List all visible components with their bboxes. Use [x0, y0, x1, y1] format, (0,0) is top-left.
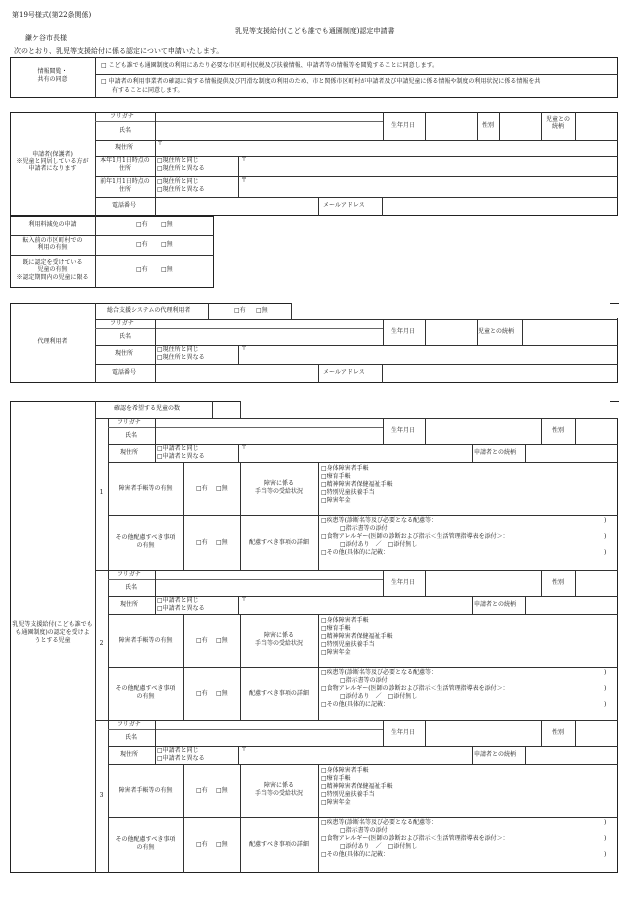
child-3-consider-item-2[interactable]: □指示書等の添付	[340, 827, 388, 834]
child-2-same-checkbox[interactable]: □申請者と同じ	[157, 597, 199, 604]
child-3-relation-label: 申請者との続柄	[474, 751, 517, 758]
child-2-name-label: 氏名	[125, 584, 138, 591]
applicant-phone-field[interactable]	[156, 198, 317, 215]
child-3-disability-yes[interactable]: □有	[196, 786, 208, 794]
child-3-consider-item-4[interactable]: □添付あり ／ □添付無し	[340, 843, 418, 850]
proxy-dob-field[interactable]	[426, 320, 476, 344]
form-number: 第19号様式(第22条関係)	[12, 11, 92, 19]
proxy-system-label: 総合支援システムの代理利用者	[107, 307, 191, 314]
proxy-name-label: 氏名	[119, 333, 132, 340]
children-label-2: も通園制度)の認定を受けよ	[15, 629, 90, 636]
child-3-postal[interactable]: 〒	[241, 746, 248, 753]
child-1-same-checkbox[interactable]: □申請者と同じ	[157, 445, 199, 452]
applicant-label-2: ※児童と同居している方が	[16, 158, 89, 165]
child-3-disability-status-label-1: 障害に係る	[263, 781, 294, 789]
child-2-number: 2	[99, 640, 104, 647]
applicant-relation-label-2: 続柄	[551, 123, 564, 130]
child-2-disability-status-label-1: 障害に係る	[263, 631, 294, 639]
child-2-other-label-2: の有無	[136, 692, 155, 700]
child-1-disability-item-5[interactable]: □障害年金	[321, 497, 351, 504]
child-1-relation-field[interactable]	[526, 445, 617, 461]
child-2-disability-item-3[interactable]: □精神障害者保健福祉手帳	[321, 633, 393, 640]
applicant-address-postal[interactable]: 〒	[157, 140, 164, 147]
child-1-close-paren-5: )	[604, 549, 607, 556]
proxy-email-field[interactable]	[383, 365, 617, 382]
child-3-name-field[interactable]	[156, 730, 382, 745]
child-2-disability-item-5[interactable]: □障害年金	[321, 649, 351, 656]
child-1-close-paren-3: )	[604, 533, 607, 540]
child-1-close-paren-1: )	[604, 517, 607, 524]
child-3-other-label-2: の有無	[136, 844, 155, 851]
child-2-dob-label: 生年月日	[391, 579, 416, 586]
child-3-dob-field[interactable]	[426, 721, 540, 745]
consent-item-1[interactable]: □ こども誰でも通園制度の利用にあたり必要な市区町村民税及び扶養情報、申請者等の情報等を閲覧することに同意します。	[101, 62, 439, 69]
child-3-other-label-1: その他配慮すべき事項	[115, 836, 176, 843]
child-1-name-label: 氏名	[125, 432, 138, 439]
fee-reduction-label: 利用料減免の申請	[28, 221, 77, 228]
child-1-consider-item-4[interactable]: □添付あり ／ □添付無し	[340, 541, 418, 548]
proxy-email-label: メールアドレス	[323, 369, 365, 376]
child-1-gender-label: 性別	[552, 427, 565, 434]
child-1-disability-item-2[interactable]: □療育手帳	[321, 473, 351, 480]
consent-item-2-line1[interactable]: □ 申請者の利用事業者の確認に資する情報提供及び円滑な制度の利用のため、市と関係市区町村が申請者及び申請児童に係る情報や制度の利用状況に係る情報を共	[101, 78, 541, 85]
applicant-name-field[interactable]	[156, 122, 382, 139]
intro-text: 次のとおり、乳児等支援給付に係る認定について申請いたします。	[14, 47, 224, 55]
child-3-consider-item-1[interactable]: □疾患等(診断名等及び必要となる配慮等：	[321, 819, 438, 826]
child-3-disability-item-5[interactable]: □障害年金	[321, 799, 351, 806]
proxy-label: 代理利用者	[37, 338, 68, 345]
child-3-number: 3	[99, 791, 104, 799]
child-2-consider-item-4[interactable]: □添付あり ／ □添付無し	[340, 693, 418, 700]
child-2-name-field[interactable]	[156, 580, 382, 595]
proxy-phone-field[interactable]	[156, 365, 317, 382]
child-1-consider-item-5[interactable]: □その他(具体的に記載：	[321, 549, 390, 556]
child-1-gender-field[interactable]	[576, 419, 617, 443]
child-2-consider-item-3[interactable]: □食物アレルギー(医師の診断および指示＜生活管理指導表を添付＞：	[321, 685, 509, 692]
child-1-disability-item-1[interactable]: □身体障害者手帳	[321, 465, 369, 472]
proxy-relation-field[interactable]	[523, 320, 617, 344]
child-1-address-label: 現住所	[120, 449, 139, 456]
applicant-furigana-label: フリガナ	[110, 113, 134, 120]
child-1-other-label-1: その他配慮すべき事項	[115, 533, 176, 541]
fee-reduction-no[interactable]: □無	[161, 221, 173, 228]
child-1-other-yes[interactable]: □有	[196, 538, 208, 546]
child-3-disability-item-1[interactable]: □身体障害者手帳	[321, 767, 369, 774]
child-1-disability-book-label: 障害者手帳等の有無	[118, 484, 173, 492]
child-3-disability-book-label: 障害者手帳等の有無	[118, 786, 173, 794]
child-3-close-paren-3: )	[604, 835, 607, 842]
prior-use-label-1: 転入前の市区町村での	[22, 237, 83, 244]
consent-label-2: 共有の同意	[37, 76, 68, 83]
prior-use-yes[interactable]: □有	[136, 241, 148, 248]
child-1-disability-yes[interactable]: □有	[196, 484, 208, 492]
proxy-relation-label: 児童との続柄	[478, 328, 515, 335]
proxy-address-label: 現住所	[115, 350, 134, 357]
child-2-close-paren-5: )	[604, 701, 607, 708]
child-1-name-field[interactable]	[156, 428, 382, 443]
child-1-relation-label: 申請者との続柄	[474, 449, 517, 456]
applicant-relation-field[interactable]	[576, 113, 617, 139]
applicant-gender-field[interactable]	[500, 113, 540, 139]
applicant-email-field[interactable]	[383, 198, 617, 215]
child-2-disability-item-1[interactable]: □身体障害者手帳	[321, 617, 369, 624]
child-3-dob-label: 生年月日	[391, 729, 416, 736]
child-3-disability-item-2[interactable]: □療育手帳	[321, 775, 351, 782]
applicant-relation-label-1: 児童との	[545, 116, 570, 123]
child-2-close-paren-3: )	[604, 685, 607, 692]
child-2-disability-yes[interactable]: □有	[196, 636, 208, 644]
applicant-jan-diff-checkbox[interactable]: □現住所と異なる	[157, 165, 205, 172]
proxy-same-checkbox[interactable]: □現住所と同じ	[157, 346, 199, 353]
child-2-other-label-1: その他配慮すべき事項	[115, 684, 176, 692]
child-2-gender-label: 性別	[552, 579, 565, 586]
child-2-dob-field[interactable]	[426, 571, 540, 595]
applicant-jan-label-1: 本年1月1日時点の	[100, 157, 150, 164]
child-2-consider-detail-label: 配慮すべき事項の詳細	[249, 689, 309, 697]
child-3-close-paren-5: )	[604, 851, 607, 858]
applicant-jan-postal[interactable]: 〒	[241, 156, 248, 163]
child-3-gender-label: 性別	[552, 729, 565, 736]
child-1-disability-item-4[interactable]: □特別児童扶養手当	[321, 489, 375, 496]
applicant-prev-label-2: 住所	[118, 186, 131, 193]
applicant-label-1: 申請者(保護者)	[32, 151, 73, 158]
child-2-disability-no[interactable]: □無	[216, 636, 228, 644]
child-1-other-no[interactable]: □無	[216, 538, 228, 546]
child-3-disability-item-3[interactable]: □精神障害者保健福祉手帳	[321, 783, 393, 790]
child-3-consider-item-3[interactable]: □食物アレルギー(医師の診断および指示＜生活管理指導表を添付＞：	[321, 835, 509, 842]
child-2-disability-book-label: 障害者手帳等の有無	[118, 636, 173, 644]
child-count-field[interactable]	[213, 402, 239, 417]
child-3-gender-field[interactable]	[576, 721, 617, 745]
child-3-same-checkbox[interactable]: □申請者と同じ	[157, 747, 199, 754]
child-3-relation-field[interactable]	[526, 747, 617, 763]
child-2-relation-label: 申請者との続柄	[474, 601, 517, 608]
child-3-disability-item-4[interactable]: □特別児童扶養手当	[321, 791, 375, 798]
proxy-phone-label: 電話番号	[112, 369, 137, 376]
child-2-consider-item-2[interactable]: □指示書等の添付	[340, 677, 388, 684]
certified-child-no[interactable]: □無	[161, 266, 173, 273]
child-3-close-paren-1: )	[604, 819, 607, 826]
children-label-3: うとする児童	[34, 637, 71, 644]
applicant-prev-label-1: 前年1月1日時点の	[100, 178, 150, 185]
child-3-furigana-label: フリガナ	[117, 721, 141, 728]
child-1-postal[interactable]: 〒	[241, 444, 248, 451]
applicant-prev-same-checkbox[interactable]: □現住所と同じ	[157, 178, 199, 185]
applicant-dob-field[interactable]	[426, 113, 476, 139]
child-2-address-label: 現住所	[120, 601, 139, 608]
child-3-other-no[interactable]: □無	[216, 841, 228, 848]
child-3-consider-detail-label: 配慮すべき事項の詳細	[249, 841, 309, 848]
child-1-disability-status-label-2: 手当等の受給状況	[254, 487, 303, 495]
applicant-label-3: 申請者になります	[28, 165, 77, 172]
applicant-jan-label-2: 住所	[118, 165, 131, 172]
child-2-disability-item-4[interactable]: □特別児童扶養手当	[321, 641, 375, 648]
child-3-disability-no[interactable]: □無	[216, 786, 228, 794]
child-1-disability-no[interactable]: □無	[216, 484, 228, 492]
applicant-prev-diff-checkbox[interactable]: □現住所と異なる	[157, 186, 205, 193]
applicant-name-label: 氏名	[119, 127, 132, 134]
child-2-close-paren-1: )	[604, 669, 607, 676]
child-2-furigana-label: フリガナ	[117, 571, 141, 578]
child-2-other-no[interactable]: □無	[216, 689, 228, 697]
child-1-furigana-label: フリガナ	[117, 419, 141, 426]
prior-use-no[interactable]: □無	[161, 241, 173, 248]
child-3-consider-item-5[interactable]: □その他(具体的に記載：	[321, 851, 390, 858]
child-1-consider-item-1[interactable]: □疾患等(診断名等及び必要となる配慮等：	[321, 517, 438, 524]
certified-child-label-1: 既に認定を受けている	[22, 259, 83, 266]
proxy-furigana-label: フリガナ	[110, 320, 134, 327]
child-1-disability-item-3[interactable]: □精神障害者保健福祉手帳	[321, 481, 393, 488]
child-1-consider-item-2[interactable]: □指示書等の添付	[340, 525, 388, 532]
child-3-other-yes[interactable]: □有	[196, 841, 208, 848]
child-1-number: 1	[99, 489, 104, 496]
certified-child-label-2: 児童の有無	[37, 266, 68, 273]
child-count-label: 確認を希望する児童の数	[114, 405, 181, 412]
certified-child-label-3: ※認定期間内の児童に限る	[16, 274, 89, 281]
fee-reduction-yes[interactable]: □有	[136, 221, 148, 228]
child-3-disability-status-label-2: 手当等の受給状況	[254, 789, 303, 797]
proxy-postal[interactable]: 〒	[241, 345, 248, 352]
child-1-disability-status-label-1: 障害に係る	[263, 479, 294, 487]
child-2-disability-item-2[interactable]: □療育手帳	[321, 625, 351, 632]
child-2-diff-checkbox[interactable]: □申請者と異なる	[157, 605, 205, 612]
proxy-system-no[interactable]: □無	[256, 307, 268, 314]
form-title: 乳児等支援給付(こども誰でも通園制度)認定申請書	[235, 27, 395, 35]
certified-child-yes[interactable]: □有	[136, 266, 148, 273]
applicant-email-label: メールアドレス	[323, 202, 365, 209]
proxy-system-yes[interactable]: □有	[234, 307, 246, 314]
child-2-postal[interactable]: 〒	[241, 596, 248, 603]
consent-item-2-line2: 有することに同意します。	[112, 87, 184, 94]
child-1-dob-label: 生年月日	[391, 427, 416, 434]
proxy-name-field[interactable]	[156, 329, 382, 344]
proxy-diff-checkbox[interactable]: □現住所と異なる	[157, 354, 205, 361]
child-3-name-label: 氏名	[125, 734, 138, 741]
proxy-dob-label: 生年月日	[391, 328, 416, 335]
child-2-disability-status-label-2: 手当等の受給状況	[254, 639, 303, 647]
child-2-other-yes[interactable]: □有	[196, 689, 208, 697]
child-2-gender-field[interactable]	[576, 571, 617, 595]
child-3-address-label: 現住所	[120, 751, 139, 758]
applicant-address-label: 現住所	[115, 144, 134, 151]
children-label-1: 乳児等支援給付(こども誰でも	[12, 621, 93, 628]
child-2-relation-field[interactable]	[526, 597, 617, 613]
applicant-jan-same-checkbox[interactable]: □現住所と同じ	[157, 157, 199, 164]
child-2-consider-item-1[interactable]: □疾患等(診断名等及び必要となる配慮等：	[321, 669, 438, 676]
child-2-consider-item-5[interactable]: □その他(具体的に記載：	[321, 701, 390, 708]
applicant-gender-label: 性別	[482, 122, 495, 129]
applicant-phone-label: 電話番号	[112, 202, 137, 209]
child-1-consider-detail-label: 配慮すべき事項の詳細	[249, 538, 309, 546]
child-1-other-label-2: の有無	[136, 541, 155, 549]
applicant-prev-postal[interactable]: 〒	[241, 177, 248, 184]
child-3-diff-checkbox[interactable]: □申請者と異なる	[157, 755, 205, 762]
addressee: 鎌ケ谷市長様	[25, 34, 67, 42]
applicant-dob-label: 生年月日	[391, 122, 416, 129]
child-1-diff-checkbox[interactable]: □申請者と異なる	[157, 453, 205, 460]
consent-label-1: 情報閲覧・	[37, 68, 68, 75]
prior-use-label-2: 利用の有無	[37, 244, 68, 251]
child-1-consider-item-3[interactable]: □食物アレルギー(医師の診断および指示＜生活管理指導表を添付＞：	[321, 533, 509, 540]
child-1-dob-field[interactable]	[426, 419, 540, 443]
